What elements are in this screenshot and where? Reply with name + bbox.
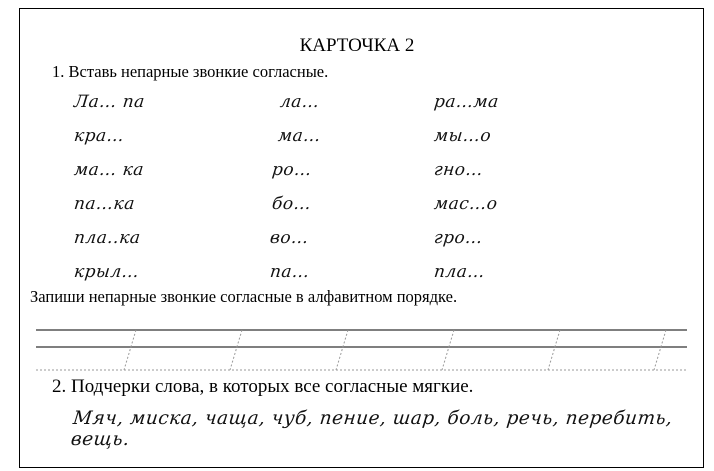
handwriting-guidelines (36, 326, 687, 374)
task2-word-list: Мяч, миска, чаща, чуб, пение, шар, боль, речь, перебить, вещь. (69, 408, 674, 450)
word-2-2: ма… (276, 126, 322, 146)
word-1-2: ла… (278, 92, 321, 112)
word-4-3: мас…о (432, 194, 499, 214)
task2-heading: 2. Подчерки слова, в которых все согласные мягкие. (52, 376, 474, 397)
word-2-3: мы…о (432, 126, 493, 146)
task1-heading: 1. Вставь непарные звонкие согласные. (52, 62, 329, 81)
word-1-1: Ла… па (72, 92, 146, 112)
word-5-3: гро… (432, 228, 484, 248)
word-5-2: во… (268, 228, 310, 248)
card-title: КАРТОЧКА 2 (299, 35, 415, 56)
word-3-2: ро… (270, 160, 313, 180)
word-4-1: па…ка (72, 194, 136, 214)
word-3-1: ма… ка (72, 160, 145, 180)
word-6-2: па… (268, 262, 311, 282)
word-1-3: ра…ма (432, 92, 500, 112)
task1-instruction: Запиши непарные звонкие согласные в алфавитном порядке. (30, 287, 458, 306)
word-2-1: кра… (72, 126, 126, 146)
word-6-3: пла… (432, 262, 486, 282)
word-6-1: крыл… (72, 262, 141, 282)
word-3-3: гно… (432, 160, 485, 180)
word-5-1: пла..ка (72, 228, 142, 248)
word-4-2: бо… (270, 194, 313, 214)
